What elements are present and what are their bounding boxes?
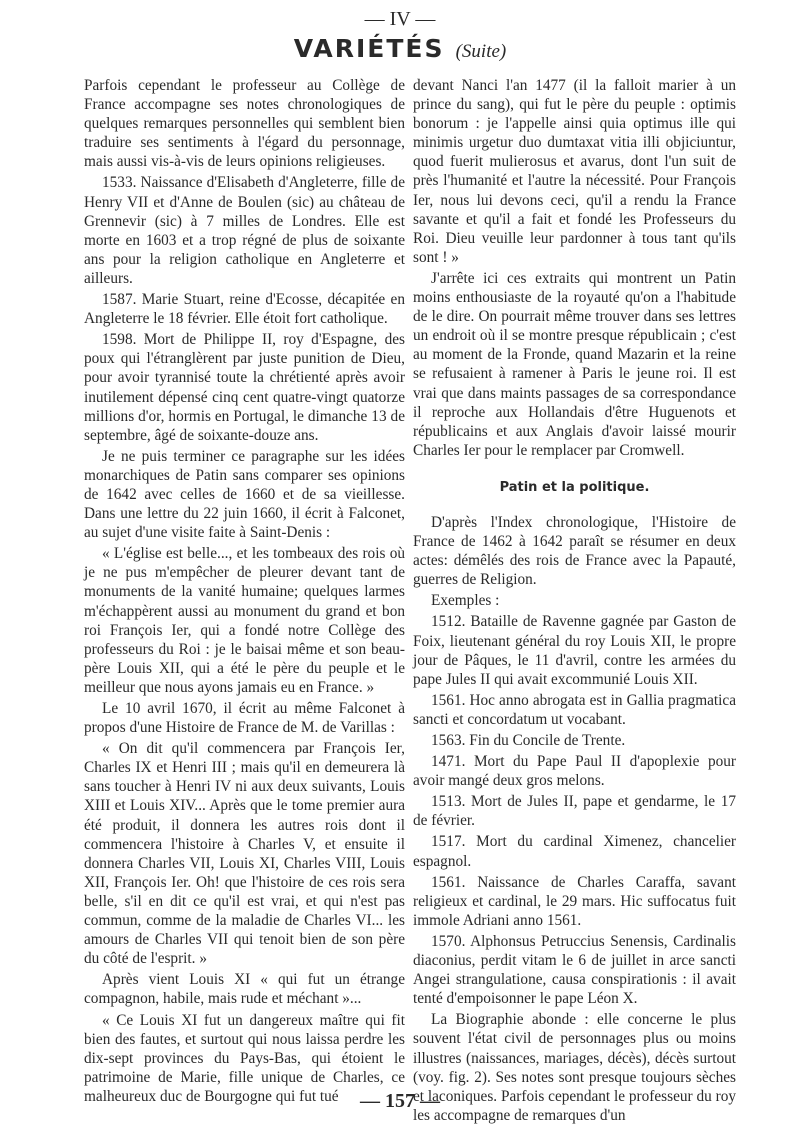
page-number: — 157 — [360, 1090, 440, 1112]
paragraph: 1517. Mort du cardinal Ximenez, chancelier espagnol. [413, 833, 736, 870]
paragraph: 1512. Bataille de Ravenne gagnée par Gaston de Foix, lieutenant général du roy Louis XII, le propre jour de Pâques, le 11 d'avril, contre les armées du pape Jules II qui avait excommunié Louis XII. [413, 613, 736, 688]
paragraph: Après vient Louis XI « qui fut un étrange compagnon, habile, mais rude et méchant »... [84, 971, 405, 1008]
paragraph: « L'église est belle..., et les tombeaux des rois où je ne pus m'empêcher de pleurer devant tant de monuments de la vanité humaine; quelques larmes m'échappèrent aussi au monument du grand et bon roi François Ier, qui a fondé notre Collège des professeurs du Roi : je le baisai même et son beau-père Louis XII, qui a été le père du peuple et le meilleur que nous ayons jamais eu en France. » [84, 545, 405, 696]
paragraph: Parfois cependant le professeur au Collège de France accompagne ses notes chronologiques de quelques remarques personnelles qui semblent bien traduire ses sentiments à l'égard du personnage, mais aussi vis-à-vis de leurs opinions religieuses. [84, 77, 405, 171]
title-main: VARIÉTÉS [293, 34, 445, 63]
paragraph: « Ce Louis XI fut un dangereux maître qui fit bien des fautes, et surtout qui nous laissa perdre les dix-sept provinces du Pays-Bas, qui étoient le patrimoine de Marie, fille unique de Charles, ce malheureux duc de Bourgogne qui fut tué [84, 1011, 405, 1105]
paragraph: 1587. Marie Stuart, reine d'Ecosse, décapitée en Angleterre le 18 février. Elle étoit fort catholique. [84, 291, 405, 328]
left-column [84, 76, 405, 1108]
paragraph: 1513. Mort de Jules II, pape et gendarme, le 17 de février. [413, 793, 736, 830]
paragraph: Le 10 avril 1670, il écrit au même Falconet à propos d'une Histoire de France de M. de Varillas : [84, 700, 405, 737]
paragraph: 1561. Naissance de Charles Caraffa, savant religieux et cardinal, le 29 mars. Hic suffocatus fuit immole Adriani anno 1561. [413, 873, 736, 929]
paragraph: 1533. Naissance d'Elisabeth d'Angleterre, fille de Henry VII et d'Anne de Boulen (sic) au château de Grennevir (sic) à 7 milles de Londres. Elle est morte en 1603 et a trop régné de plus de soixante ans pour la religion catholique en Angleterre et ailleurs. [84, 174, 405, 287]
paragraph: Exemples : [431, 592, 500, 610]
paragraph: « On dit qu'il commencera par François Ier, Charles IX et Henri III ; mais qu'il en demeurera là sans toucher à Henri IV ni aux deux suivants, Louis XIII et Louis XIV... Après que le tome premier aura été produit, il donnera les autres rois dont il commencera l'histoire à Charles V, et ensuite il donnera Charles VII, Louis XI, Charles VIII, Louis XII, François Ier. Oh! que l'histoire de ces rois sera belle, s'il en dit ce qu'il est vrai, et qui n'est pas commun, comme de la maladie de Charles VI... les amours de Charles VII qui tenoit bien de son père du côté de l'esprit. » [84, 740, 405, 968]
title-suffix: (Suite) [455, 41, 507, 62]
paragraph: 1563. Fin du Concile de Trente. [431, 732, 626, 749]
paragraph: devant Nanci l'an 1477 (il la falloit marier à un prince du sang), qui fut le père du peuple : optimis bonorum : je l'appelle ainsi quia optimus ille qui minimis urgetur duo dumtaxat vitia illi objiciuntur, quod fuerit mulierosus et avarus, dont l'un suit de près l'humanité et l'autre la nécessité. Pour François Ier, nous lui devons ceci, qu'il a rendu la France savante et qu'il a fait et fondé les Professeurs du Roi. Dieu veuille leur pardonner à tous tant qu'ils sont ! » [413, 77, 736, 266]
paragraph: 1471. Mort du Pape Paul II d'apoplexie pour avoir mangé deux gros melons. [413, 753, 736, 790]
paragraph: D'après l'Index chronologique, l'Histoire de France de 1462 à 1642 paraît se résumer en deux actes: démêlés des rois de France avec la Papauté, guerres de Religion. [413, 513, 736, 589]
paragraph: La Biographie abonde : elle concerne le plus souvent l'état civil de personnages plus ou moins illustres (naissances, mariages, décès), décès surtout (voy. fig. 2). Ses notes sont presque toujours sèches et laconiques. Parfois cependant le professeur du roy les accompagne de remarques d'un [413, 1011, 736, 1124]
paragraph: Je ne puis terminer ce paragraphe sur les idées monarchiques de Patin sans comparer ses opinions de 1642 avec celles de 1660 et de sa vieillesse. Dans une lettre du 22 juin 1660, il écrit à Falconet, au sujet d'une visite faite à Saint-Denis : [84, 447, 405, 542]
paragraph: J'arrête ici ces extraits qui montrent un Patin moins enthousiaste de la royauté qu'on a l'habitude de le dire. On pourrait même trouver dans ses lettres un endroit où il se montre presque républicain ; c'est au moment de la Fronde, quand Mazarin et la reine se refusaient à ramener à Paris le jeune roi. Il est vrai que dans maints passages de sa correspondance il reproche aux Hollandais d'être Huguenots et républicains et aux Anglais d'avoir laissé mourir Charles Ier pour le remplacer par Cromwell. [413, 269, 736, 459]
right-column [413, 76, 736, 1127]
page-title [0, 34, 800, 63]
paragraph: 1561. Hoc anno abrogata est in Gallia pragmatica sancti et concordatum ut vocabant. [413, 691, 736, 728]
paragraph: 1570. Alphonsus Petruccius Senensis, Cardinalis diaconius, perdit vitam le 6 de juillet in arce sancti Angei strangulatione, causa conspirationis : il avait tenté d'empoisonner le pape Léon X. [413, 932, 736, 1008]
page-top-number: — IV — [364, 8, 436, 30]
section-heading: Patin et la politique. [499, 479, 650, 495]
paragraph: 1598. Mort de Philippe II, roy d'Espagne, des poux qui l'étranglèrent par juste punition de Dieu, pour avoir tyrannisé toute la chrétienté après avoir inutilement dépensé cinq cent quatre-vingt quatorze millions d'or, hormis en Portugal, le dimanche 13 de septembre, âgé de soixante-douze ans. [84, 331, 405, 444]
